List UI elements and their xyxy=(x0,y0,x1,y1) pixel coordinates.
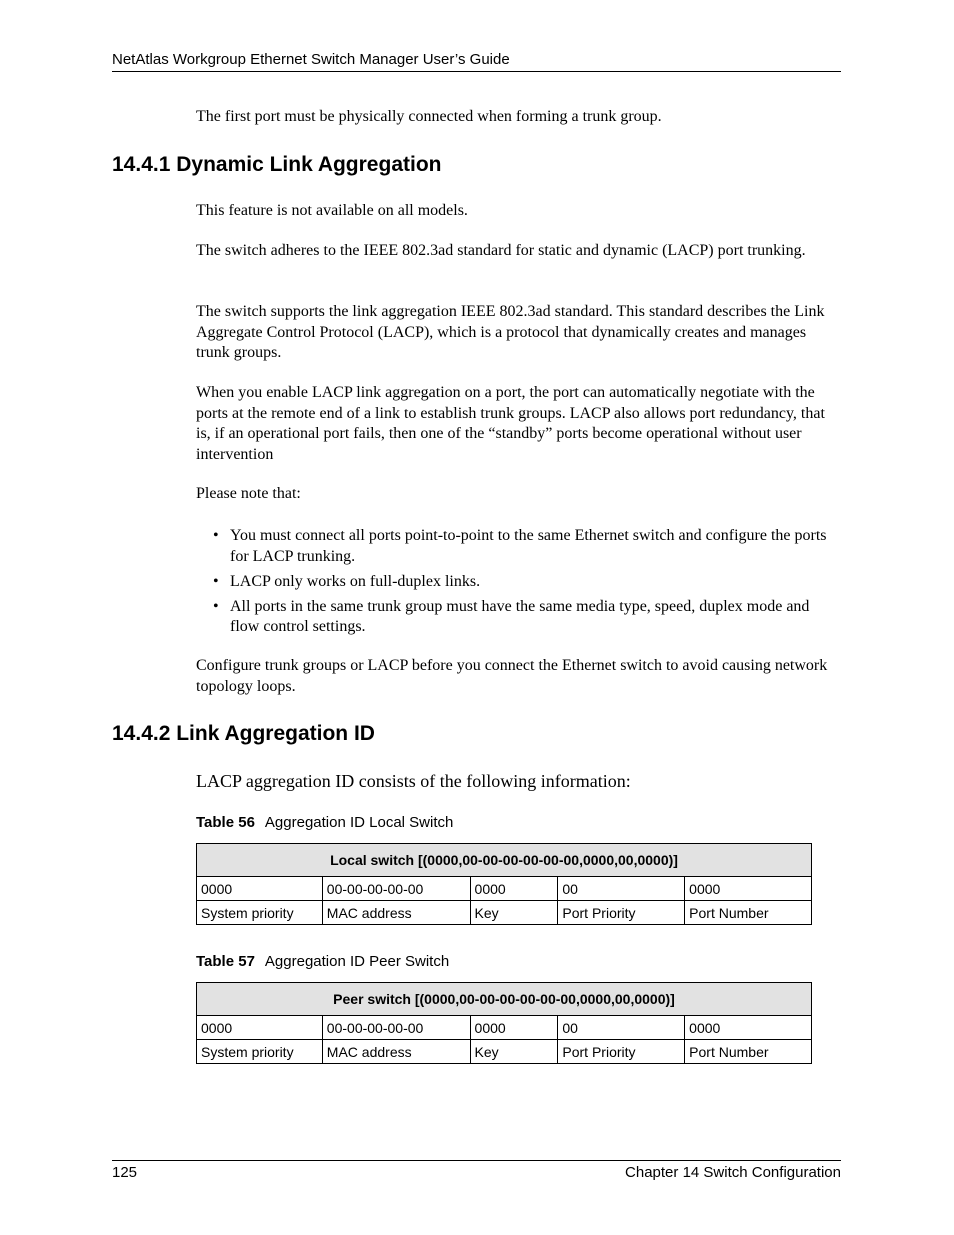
page-number: 125 xyxy=(112,1164,138,1181)
table-cell: 0000 xyxy=(470,1016,558,1040)
table-header: Local switch [(0000,00-00-00-00-00-00,0000,00,0000)] xyxy=(197,844,812,877)
table-cell: System priority xyxy=(197,1040,323,1064)
table-caption-56 xyxy=(196,814,453,831)
table-cell: 0000 xyxy=(197,1016,323,1040)
closing-paragraph: Configure trunk groups or LACP before you connect the Ethernet switch to avoid causing network topology loops. xyxy=(196,657,828,695)
table-cell: Port Number xyxy=(685,1040,812,1064)
paragraph: The switch supports the link aggregation IEEE 802.3ad standard. This standard describes the Link Aggregate Control Protocol (LACP), which is a protocol that dynamically creates and manages trunk groups. xyxy=(196,303,825,361)
table-cell: 0000 xyxy=(197,877,323,901)
table-label: Table 57 xyxy=(196,953,255,970)
paragraph: The switch adheres to the IEEE 802.3ad standard for static and dynamic (LACP) port trunking. xyxy=(196,242,806,259)
table-label: Table 56 xyxy=(196,814,255,831)
table-row xyxy=(197,1040,812,1064)
table-aggregation-id-local-switch xyxy=(196,843,812,925)
table-cell: 0000 xyxy=(685,877,812,901)
running-header xyxy=(112,51,841,72)
table-cell: MAC address xyxy=(322,901,470,925)
running-footer xyxy=(112,1160,841,1181)
table-cell: 00 xyxy=(558,1016,685,1040)
table-cell: 0000 xyxy=(685,1016,812,1040)
note-list xyxy=(196,526,841,642)
list-item-text: LACP only works on full-duplex links. xyxy=(230,572,481,590)
table-row xyxy=(197,901,812,925)
chapter-title: Chapter 14 Switch Configuration xyxy=(625,1164,841,1181)
table-cell: Port Number xyxy=(685,901,812,925)
table-cell: Key xyxy=(470,901,558,925)
list-item-text: All ports in the same trunk group must have the same media type, speed, duplex mode and flow control settings. xyxy=(230,597,810,635)
list-item: • LACP only works on full-duplex links. xyxy=(213,572,481,590)
table-cell: Key xyxy=(470,1040,558,1064)
table-cell: 0000 xyxy=(470,877,558,901)
section2-intro: LACP aggregation ID consists of the following information: xyxy=(196,771,631,791)
paragraph: Please note that: xyxy=(196,485,301,502)
table-caption-57 xyxy=(196,953,449,970)
table-cell: MAC address xyxy=(322,1040,470,1064)
table-cell: 00 xyxy=(558,877,685,901)
table-row xyxy=(197,1016,812,1040)
table-cell: System priority xyxy=(197,901,323,925)
list-item-text: You must connect all ports point-to-point to the same Ethernet switch and configure the ports for LACP trunking. xyxy=(230,527,827,565)
table-row xyxy=(197,877,812,901)
table-cell: 00-00-00-00-00 xyxy=(322,877,470,901)
paragraph: When you enable LACP link aggregation on a port, the port can automatically negotiate with the ports at the remote end of a link to establish trunk groups. LACP also allows port redundancy, that is, if an operational port fails, then one of the “standby” ports become operational without user intervention xyxy=(196,384,825,463)
intro-paragraph: The first port must be physically connected when forming a trunk group. xyxy=(196,108,662,125)
section-heading-dynamic-link-aggregation: 14.4.1 Dynamic Link Aggregation xyxy=(112,153,442,176)
table-header: Peer switch [(0000,00-00-00-00-00-00,0000,00,0000)] xyxy=(197,983,812,1016)
list-item: • All ports in the same trunk group must have the same media type, speed, duplex mode and flow control settings. xyxy=(213,597,810,635)
table-cell: 00-00-00-00-00 xyxy=(322,1016,470,1040)
table-cell: Port Priority xyxy=(558,901,685,925)
table-header-row xyxy=(197,983,812,1016)
table-cell: Port Priority xyxy=(558,1040,685,1064)
table-caption-text: Aggregation ID Local Switch xyxy=(264,814,454,831)
section-heading-link-aggregation-id: 14.4.2 Link Aggregation ID xyxy=(112,722,375,745)
table-caption-text: Aggregation ID Peer Switch xyxy=(264,953,450,970)
guide-title: NetAtlas Workgroup Ethernet Switch Manager User’s Guide xyxy=(112,51,510,68)
list-item: • You must connect all ports point-to-point to the same Ethernet switch and configure the ports for LACP trunking. xyxy=(213,527,827,565)
paragraph: This feature is not available on all models. xyxy=(196,202,468,219)
table-aggregation-id-peer-switch xyxy=(196,982,812,1064)
table-header-row xyxy=(197,844,812,877)
